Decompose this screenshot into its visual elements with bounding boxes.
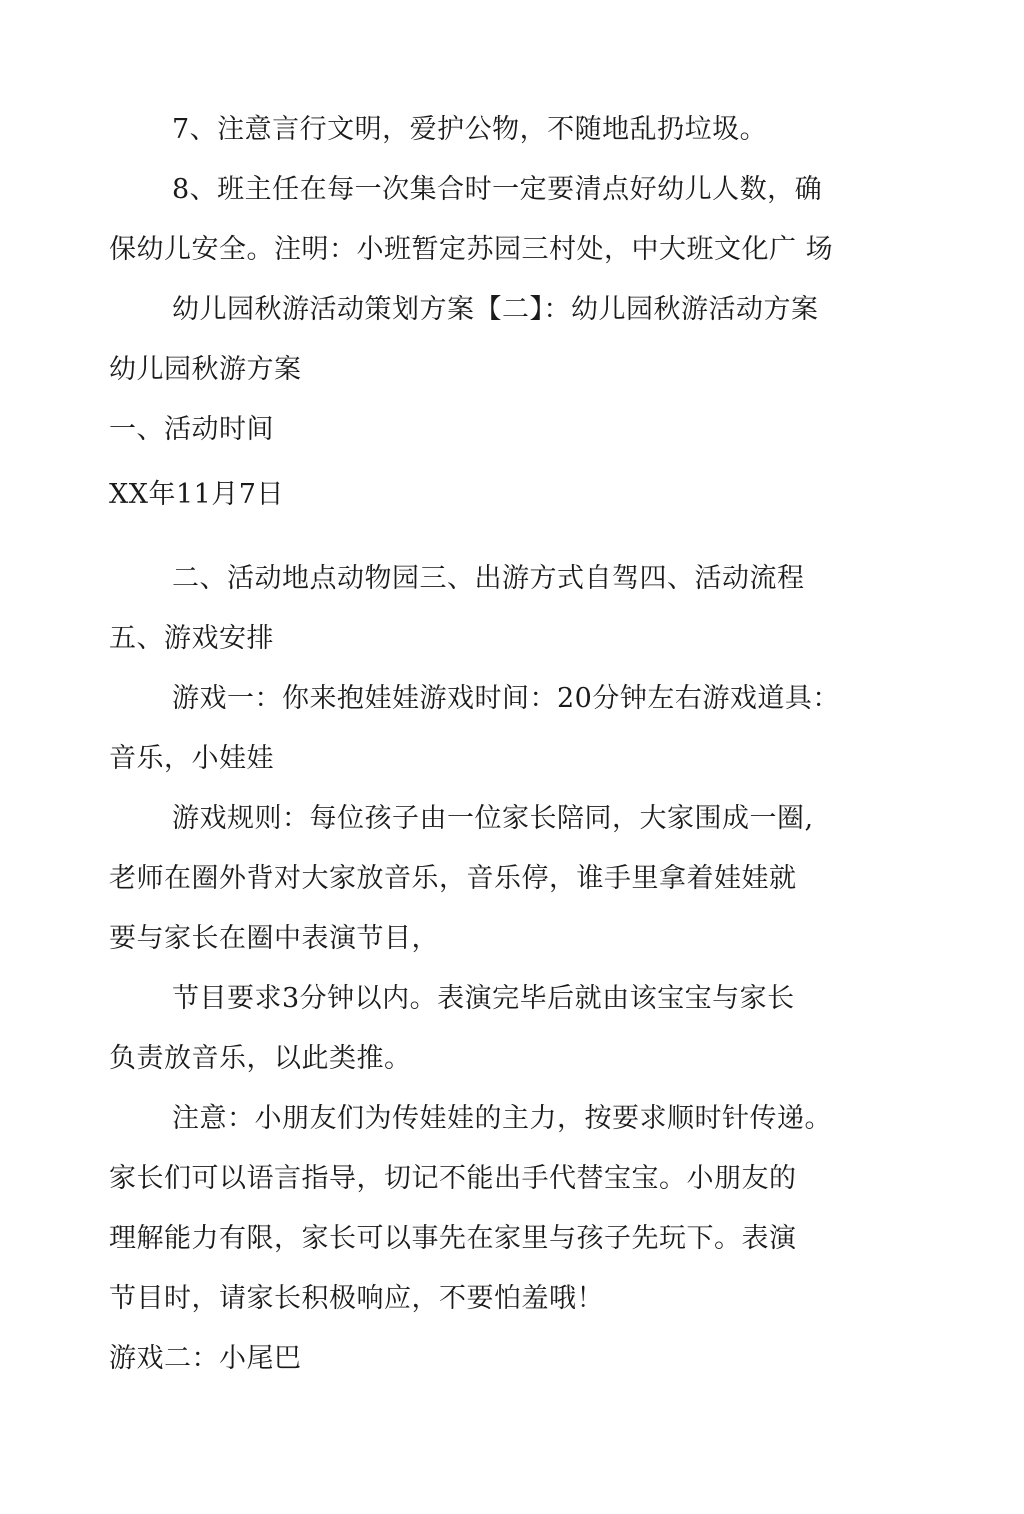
text-line: 要与家长在圈中表演节目， bbox=[109, 923, 439, 954]
text-line: 音乐，小娃娃 bbox=[109, 743, 274, 774]
section-heading: 游戏二：小尾巴 bbox=[109, 1343, 302, 1374]
text-line: 家长们可以语言指导，切记不能出手代替宝宝。小朋友的 bbox=[109, 1163, 797, 1194]
text-line: 节目时，请家长积极响应，不要怕羞哦！ bbox=[109, 1283, 604, 1314]
text-line: 节目要求3分钟以内。表演完毕后就由该宝宝与家长 bbox=[172, 983, 795, 1014]
section-heading: 五、游戏安排 bbox=[109, 623, 274, 654]
text-line: 游戏一：你来抱娃娃游戏时间：20分钟左右游戏道具： bbox=[172, 683, 840, 714]
text-line: 二、活动地点动物园三、出游方式自驾四、活动流程 bbox=[172, 563, 805, 594]
text-line: 保幼儿安全。注明：小班暂定苏园三村处，中大班文化广 场 bbox=[109, 234, 834, 265]
text-line: 8、班主任在每一次集合时一定要清点好幼儿人数，确 bbox=[172, 174, 823, 205]
section-heading: 一、活动时间 bbox=[109, 414, 274, 445]
text-line: 7、注意言行文明，爱护公物，不随地乱扔垃圾。 bbox=[172, 114, 768, 145]
text-line: XX年11月7日 bbox=[109, 479, 284, 510]
text-line: 幼儿园秋游方案 bbox=[109, 354, 302, 385]
text-line: 游戏规则：每位孩子由一位家长陪同，大家围成一圈, bbox=[172, 803, 814, 834]
text-line: 老师在圈外背对大家放音乐，音乐停，谁手里拿着娃娃就 bbox=[109, 863, 797, 894]
text-line: 理解能力有限，家长可以事先在家里与孩子先玩下。表演 bbox=[109, 1223, 797, 1254]
text-line: 幼儿园秋游活动策划方案【二】：幼儿园秋游活动方案 bbox=[172, 294, 819, 325]
text-line: 注意：小朋友们为传娃娃的主力，按要求顺时针传递。 bbox=[172, 1103, 832, 1134]
text-line: 负责放音乐，以此类推。 bbox=[109, 1043, 412, 1074]
